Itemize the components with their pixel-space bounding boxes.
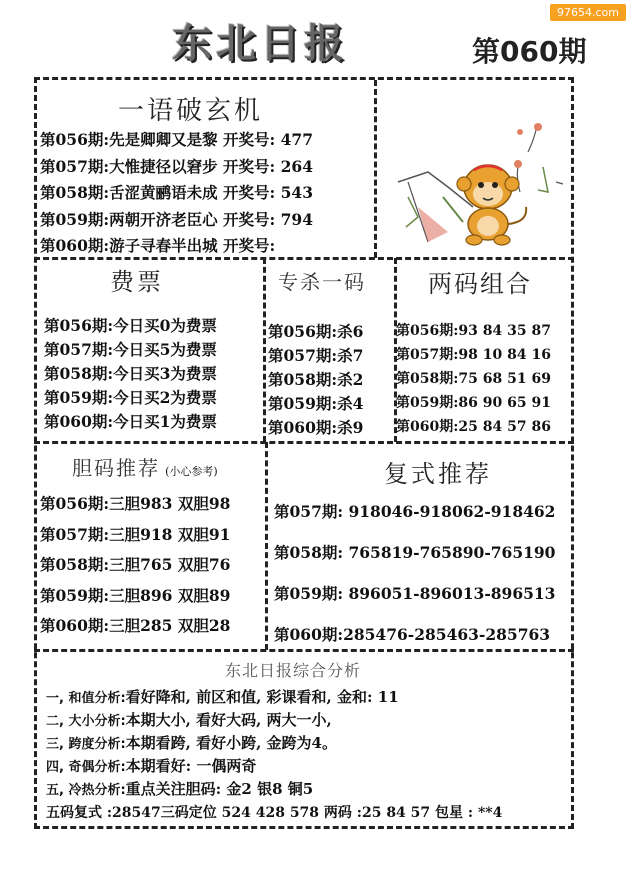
analysis-list: [46, 686, 399, 801]
fee-row: 第059期:今日买2为费票: [44, 388, 217, 407]
kill-list: [268, 320, 363, 440]
analysis-row: 一, 和值分析:看好降和, 前区和值, 彩课看和, 金和: 11: [46, 688, 399, 706]
combo-row: 第056期:93 84 35 87: [396, 323, 551, 339]
dan-row: 第057期:三胆918 双胆91: [40, 524, 231, 544]
fee-list: [44, 314, 217, 434]
fee-row: 第056期:今日买0为费票: [44, 316, 217, 335]
analysis-row: 五, 冷热分析:重点关注胆码: 金2 银8 铜5: [46, 780, 314, 798]
dan-row: 第059期:三胆896 双胆89: [40, 585, 231, 605]
dan-header: [72, 452, 218, 481]
fushi-row: 第058期: 765819-765890-765190: [274, 543, 556, 562]
kill-row: 第058期:杀2: [268, 370, 364, 389]
divider-dan-fushi: [265, 442, 268, 650]
analysis-row: 三, 跨度分析:本期看跨, 看好小跨, 金跨为4。: [46, 734, 337, 752]
issue-number: 第060期: [472, 35, 587, 68]
fee-row: 第058期:今日买3为费票: [44, 364, 217, 383]
riddle-list: [40, 128, 374, 261]
riddle-row: 第059期:两朝开济老臣心 开奖号: 794: [40, 209, 313, 229]
fushi-row: 第059期: 896051-896013-896513: [274, 584, 556, 603]
analysis-footer: 五码复式 :28547三码定位 524 428 578 两码 :25 84 57 包星 : **4: [46, 805, 503, 821]
fee-row: 第060期:今日买1为费票: [44, 412, 217, 431]
combo-row: 第058期:75 68 51 69: [396, 371, 551, 387]
riddle-row: 第056期:先是卿卿又是黎 开奖号: 477: [40, 130, 313, 149]
divider-riddle-vertical: [374, 80, 377, 258]
riddle-row: 第057期:大惟捷径以窘步 开奖号: 264: [40, 156, 313, 176]
dan-row: 第060期:三胆285 双胆28: [40, 616, 231, 635]
masthead-title: 东北日报: [172, 21, 348, 67]
combo-row: 第057期:98 10 84 16: [396, 347, 551, 363]
combo-row: 第060期:25 84 57 86: [396, 419, 551, 435]
combo-list: [396, 320, 551, 440]
riddle-row: 第060期:游子寻春半出城 开奖号:: [40, 236, 276, 255]
dan-note: (小心参考): [165, 465, 218, 478]
kill-row: 第056期:杀6: [268, 322, 364, 341]
fushi-row: 第057期: 918046-918062-918462: [274, 502, 556, 521]
fee-title: 费票: [110, 268, 164, 296]
combo-title: 两码组合: [428, 270, 532, 298]
riddle-row: 第058期:舌涩黄鹂语未成 开奖号: 543: [40, 183, 313, 202]
analysis-row: 四, 奇偶分析:本期看好: 一偶两奇: [46, 757, 257, 775]
kill-row: 第060期:杀9: [268, 418, 364, 437]
fee-row: 第057期:今日买5为费票: [44, 340, 217, 359]
divider-fee-kill: [263, 258, 266, 442]
combo-row: 第059期:86 90 65 91: [396, 395, 551, 411]
dan-title: 胆码推荐: [72, 456, 160, 480]
kill-title: 专杀一码: [278, 270, 366, 294]
fushi-row: 第060期:285476-285463-285763: [274, 625, 551, 644]
monkey-illustration: [388, 112, 568, 252]
kill-row: 第059期:杀4: [268, 394, 364, 413]
analysis-row: 二, 大小分析:本期大小, 看好大码, 两大一小,: [46, 711, 332, 729]
riddle-title: 一语破玄机: [118, 96, 264, 126]
dan-row: 第058期:三胆765 双胆76: [40, 555, 231, 574]
site-watermark: 97654.com: [550, 4, 626, 21]
dan-row: 第056期:三胆983 双胆98: [40, 494, 231, 513]
divider-middle: [34, 441, 574, 444]
dan-list: [40, 492, 230, 645]
fushi-title: 复式推荐: [384, 460, 492, 488]
analysis-title: 东北日报综合分析: [225, 661, 362, 680]
kill-row: 第057期:杀7: [268, 346, 364, 365]
fushi-list: [274, 500, 555, 664]
